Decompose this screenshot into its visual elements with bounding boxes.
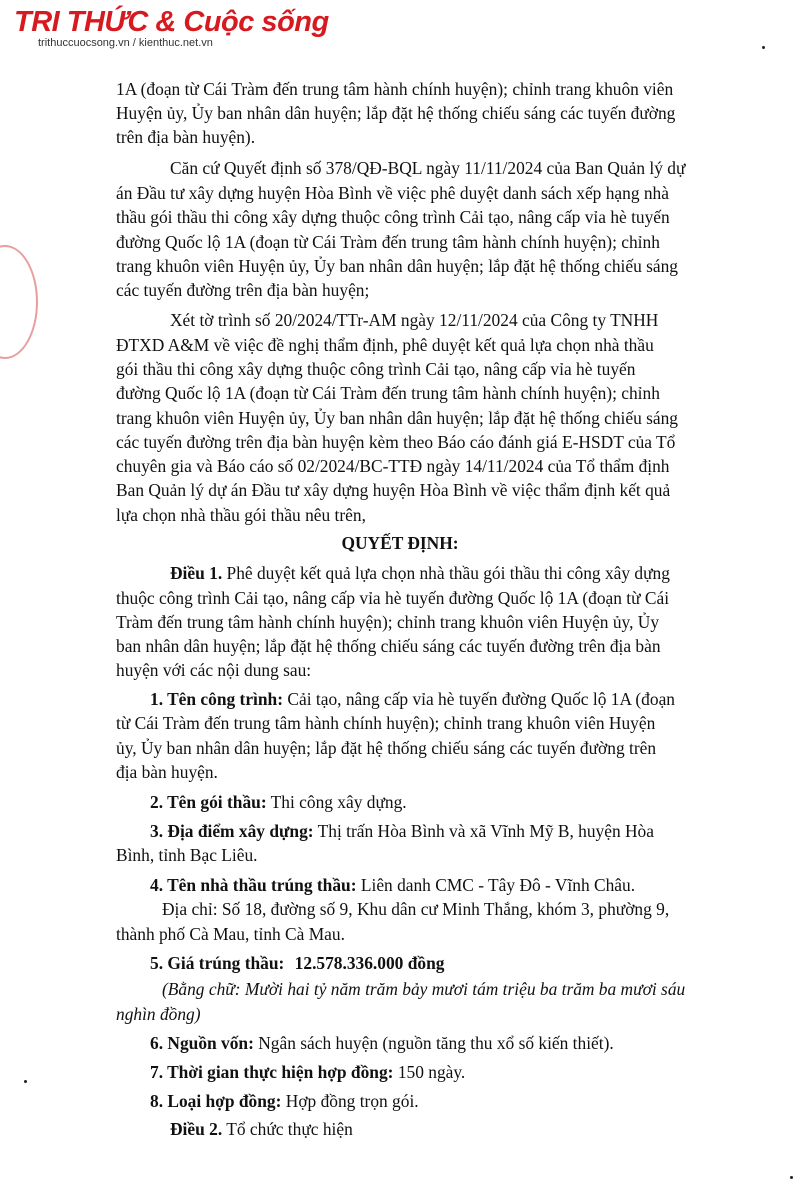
item-1-line [150,687,675,711]
item-5-label: 5. Giá trúng thầu: [150,953,285,973]
official-stamp [0,245,38,359]
text-line: Xét tờ trình số 20/2024/TTr-AM ngày 12/11/2024 của Công ty TNHH [170,310,659,330]
decision-heading: QUYẾT ĐỊNH: [341,533,459,553]
item-4-label: 4. Tên nhà thầu trúng thầu: [150,875,357,895]
text-line: từ Cái Tràm đến trung tâm hành chính huyện); chỉnh trang khuôn viên Huyện [116,713,656,733]
text-line: trang khuôn viên Huyện ủy, Ủy ban nhân dân huyện; lắp đặt hệ thống chiếu sáng [116,256,679,276]
text-line: án Đầu tư xây dựng huyện Hòa Bình về việc phê duyệt danh sách xếp hạng nhà [116,183,669,203]
text-line: đường Quốc lộ 1A (đoạn từ Cái Tràm đến trung tâm hành chính huyện); chỉnh [116,232,660,252]
logo-title: TRI THỨC & Cuộc sống [14,6,329,38]
scan-speck [762,46,765,49]
text-line: Căn cứ Quyết định số 378/QĐ-BQL ngày 11/11/2024 của Ban Quản lý dự [170,158,686,178]
text-line: huyện với các nội dung sau: [116,660,312,680]
item-8-value: Hợp đồng trọn gói. [285,1091,419,1111]
text-line: trang khuôn viên Huyện ủy, Ủy ban nhân dân huyện; lắp đặt hệ thống chiếu sáng [116,408,679,428]
scan-speck [24,1080,27,1083]
text-line: đường Quốc lộ 1A (đoạn từ Cái Tràm đến trung tâm hành chính huyện); chỉnh [116,383,660,403]
item-6-line [150,1031,614,1055]
site-logo[interactable] [14,4,329,49]
item-7-label: 7. Thời gian thực hiện hợp đồng: [150,1062,394,1082]
text-line: Phê duyệt kết quả lựa chọn nhà thầu gói thầu thi công xây dựng [226,563,670,583]
item-8-line [150,1089,419,1113]
article-2-value: Tổ chức thực hiện [226,1119,353,1139]
text-line: thuộc công trình Cải tạo, nâng cấp vỉa hè tuyến đường Quốc lộ 1A (đoạn từ Cái [116,588,670,608]
text-line: chuyên gia và Báo cáo số 02/2024/BC-TTĐ ngày 14/11/2024 của Tổ thẩm định [116,456,670,476]
item-4-line [150,873,635,897]
item-6-label: 6. Nguồn vốn: [150,1033,254,1053]
article-1-label: Điều 1. [170,563,223,583]
text-line: địa bàn huyện. [116,762,218,782]
article-1-line [170,561,670,585]
scan-speck [790,1176,793,1179]
article-2-label: Điều 2. [170,1119,223,1139]
text-line: thành phố Cà Mau, tỉnh Cà Mau. [116,924,345,944]
text-line: trên địa bàn huyện). [116,127,256,147]
text-line: Thị trấn Hòa Bình và xã Vĩnh Mỹ B, huyện Hòa [317,821,654,841]
text-line: nghìn đồng) [116,1004,201,1024]
item-6-value: Ngân sách huyện (nguồn tăng thu xổ số kiến thiết). [258,1033,614,1053]
item-5-line [150,951,444,975]
text-line: các tuyến đường trên địa bàn huyện; [116,280,370,300]
item-1-label: 1. Tên công trình: [150,689,284,709]
logo-sites: trithuccuocsong.vn / kienthuc.net.vn [38,37,213,49]
item-5-value: 12.578.336.000 đồng [294,953,445,973]
text-line: Tràm đến trung tâm hành chính huyện); chỉnh trang khuôn viên Huyện ủy, Ủy [116,612,660,632]
text-line: Bình, tỉnh Bạc Liêu. [116,845,258,865]
text-line: gói thầu thi công xây dựng thuộc công trình Cải tạo, nâng cấp vỉa hè tuyến [116,359,636,379]
text-line: Ban Quản lý dự án Đầu tư xây dựng huyện Hòa Bình về việc thẩm định kết quả [116,480,671,500]
item-3-label: 3. Địa điểm xây dựng: [150,821,314,841]
item-4-value: Liên danh CMC - Tây Đô - Vĩnh Châu. [360,875,636,895]
text-line: lựa chọn nhà thầu gói thầu nêu trên, [116,505,366,525]
item-7-value: 150 ngày. [397,1062,466,1082]
text-line: Địa chỉ: Số 18, đường số 9, Khu dân cư Minh Thắng, khóm 3, phường 9, [162,899,670,919]
text-line: ban nhân dân huyện; lắp đặt hệ thống chiếu sáng các tuyến đường trên địa bàn [116,636,661,656]
item-2-label: 2. Tên gói thầu: [150,792,267,812]
text-line: 1A (đoạn từ Cái Tràm đến trung tâm hành chính huyện); chỉnh trang khuôn viên [116,79,674,99]
text-line: thầu gói thầu thi công xây dựng thuộc công trình Cải tạo, nâng cấp vỉa hè tuyến [116,207,670,227]
text-line: (Bằng chữ: Mười hai tỷ năm trăm bảy mươi tám triệu ba trăm ba mươi sáu [162,979,686,999]
text-line: các tuyến đường trên địa bàn huyện kèm theo Báo cáo đánh giá E-HSDT của Tổ [116,432,676,452]
item-2-value: Thi công xây dựng. [270,792,407,812]
item-7-line [150,1060,465,1084]
item-2-line [150,790,407,814]
text-line: ủy, Ủy ban nhân dân huyện; lắp đặt hệ thống chiếu sáng các tuyến đường trên [116,738,657,758]
article-2-line [170,1117,353,1141]
text-line: ĐTXD A&M về việc đề nghị thẩm định, phê duyệt kết quả lựa chọn nhà thầu [116,335,654,355]
item-3-line [150,819,654,843]
item-8-label: 8. Loại hợp đồng: [150,1091,282,1111]
text-line: Huyện ủy, Ủy ban nhân dân huyện; lắp đặt hệ thống chiếu sáng các tuyến đường [116,103,676,123]
text-line: Cải tạo, nâng cấp vỉa hè tuyến đường Quốc lộ 1A (đoạn [287,689,675,709]
